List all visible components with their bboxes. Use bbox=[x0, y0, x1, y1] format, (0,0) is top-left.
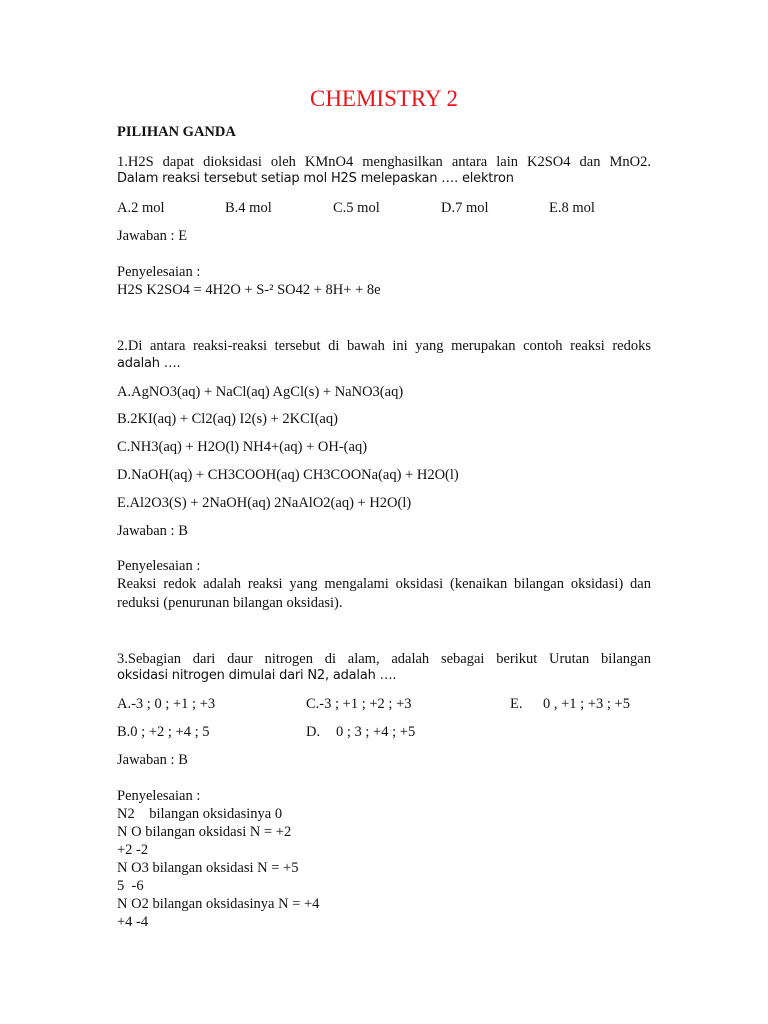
question-3-line-1: 3.Sebagian dari daur nitrogen di alam, adalah sebagai berikut Urutan bilangan bbox=[117, 651, 651, 667]
q2-answer: Jawaban : B bbox=[117, 523, 188, 539]
q3-option-d-text: 0 ; 3 ; +4 ; +5 bbox=[336, 724, 416, 740]
q2-option-a: A.AgNO3(aq) + NaCl(aq) AgCl(s) + NaNO3(aq) bbox=[117, 384, 404, 400]
question-1-line-1: 1.H2S dapat dioksidasi oleh KMnO4 menghasilkan antara lain K2SO4 dan MnO2. bbox=[117, 154, 651, 170]
q3-option-c: C.-3 ; +1 ; +2 ; +3 bbox=[306, 696, 412, 712]
q2-option-e: E.Al2O3(S) + 2NaOH(aq) 2NaAlO2(aq) + H2O(l) bbox=[117, 495, 412, 511]
q2-option-c: C.NH3(aq) + H2O(l) NH4+(aq) + OH-(aq) bbox=[117, 439, 368, 455]
q3-solution-line-1: N2 bilangan oksidasinya 0 bbox=[117, 806, 283, 822]
q3-solution-line-5: 5 -6 bbox=[117, 878, 144, 894]
q1-answer: Jawaban : E bbox=[117, 228, 188, 244]
q3-option-e-letter: E. bbox=[510, 696, 523, 712]
q1-solution-label: Penyelesaian : bbox=[117, 264, 201, 280]
q3-solution-line-2: N O bilangan oksidasi N = +2 bbox=[117, 824, 292, 840]
question-2-line-1: 2.Di antara reaksi-reaksi tersebut di bawah ini yang merupakan contoh reaksi redoks bbox=[117, 338, 651, 354]
q1-option-e: E.8 mol bbox=[549, 200, 595, 216]
q1-option-d: D.7 mol bbox=[441, 200, 489, 216]
q3-solution-label: Penyelesaian : bbox=[117, 788, 201, 804]
q3-option-b: B.0 ; +2 ; +4 ; 5 bbox=[117, 724, 210, 740]
q3-solution-line-3: +2 -2 bbox=[117, 842, 149, 858]
q3-option-a: A.-3 ; 0 ; +1 ; +3 bbox=[117, 696, 216, 712]
q3-option-e-text: 0 , +1 ; +3 ; +5 bbox=[543, 696, 630, 712]
q3-solution-line-4: N O3 bilangan oksidasi N = +5 bbox=[117, 860, 299, 876]
q3-solution-line-6: N O2 bilangan oksidasinya N = +4 bbox=[117, 896, 320, 912]
q1-option-b: B.4 mol bbox=[225, 200, 272, 216]
q1-option-c: C.5 mol bbox=[333, 200, 380, 216]
q2-solution-label: Penyelesaian : bbox=[117, 558, 201, 574]
q2-solution-line-1: Reaksi redok adalah reaksi yang mengalami oksidasi (kenaikan bilangan oksidasi) dan bbox=[117, 576, 651, 592]
q1-option-a: A.2 mol bbox=[117, 200, 165, 216]
q1-solution-line-1: H2S K2SO4 = 4H2O + S-² SO42 + 8H+ + 8e bbox=[117, 282, 381, 298]
question-1-line-2: Dalam reaksi tersebut setiap mol H2S melepaskan …. elektron bbox=[117, 171, 514, 186]
q2-option-d: D.NaOH(aq) + CH3COOH(aq) CH3COONa(aq) + H2O(l) bbox=[117, 467, 459, 483]
q2-solution-line-2: reduksi (penurunan bilangan oksidasi). bbox=[117, 595, 343, 611]
section-heading: PILIHAN GANDA bbox=[117, 124, 236, 140]
q2-option-b: B.2KI(aq) + Cl2(aq) I2(s) + 2KCI(aq) bbox=[117, 411, 338, 427]
q3-option-d-letter: D. bbox=[306, 724, 321, 740]
question-3-line-2: oksidasi nitrogen dimulai dari N2, adalah …. bbox=[117, 668, 397, 683]
question-2-line-2: adalah …. bbox=[117, 356, 181, 371]
page-title: CHEMISTRY 2 bbox=[309, 86, 459, 111]
q3-solution-line-7: +4 -4 bbox=[117, 914, 149, 930]
q3-answer: Jawaban : B bbox=[117, 752, 188, 768]
